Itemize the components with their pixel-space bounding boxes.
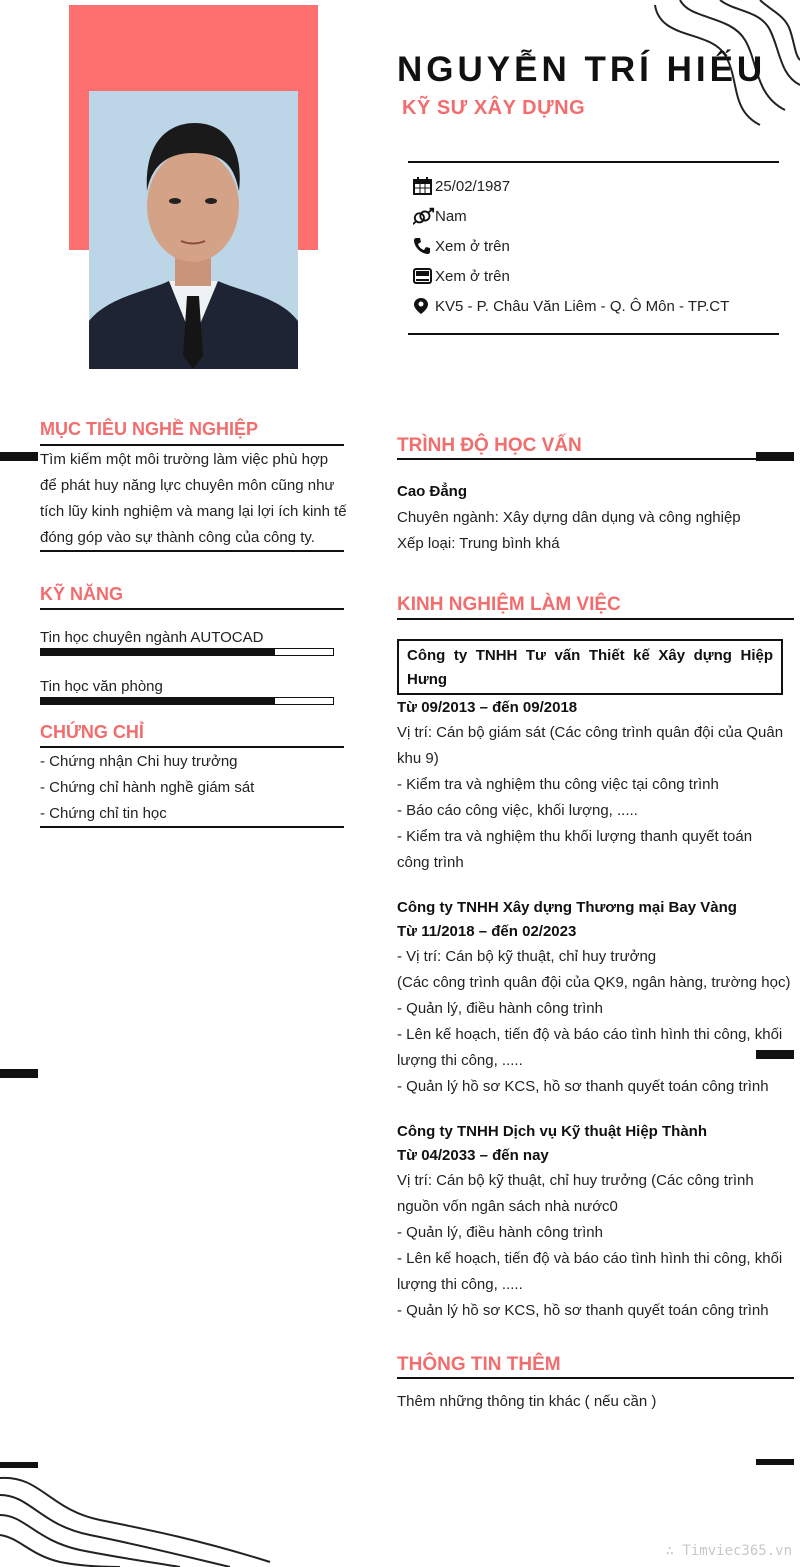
divider (397, 618, 794, 620)
phone-row (413, 237, 510, 255)
job-line: công trình (397, 854, 464, 871)
job-line: Vị trí: Cán bộ giám sát (Các công trình quân đội của Quân (397, 724, 784, 741)
profile-photo (89, 91, 298, 369)
skill-bar (40, 697, 334, 705)
divider (40, 826, 344, 828)
certificates-heading: CHỨNG CHỈ (40, 722, 144, 742)
job-line: - Quản lý, điều hành công trình (397, 1000, 603, 1017)
job-line: - Báo cáo công việc, khối lượng, ..... (397, 802, 638, 819)
job-company: Công ty TNHH Xây dựng Thương mại Bay Vàng (397, 899, 737, 916)
job-details (397, 944, 791, 1100)
address-row (413, 297, 729, 315)
education-grade: Xếp loại: Trung bình khá (397, 535, 560, 552)
divider (408, 333, 779, 335)
objective-line: đóng góp vào sự thành công của công ty. (40, 529, 315, 546)
candidate-name: NGUYỄN TRÍ HIẾU (397, 50, 767, 89)
job-line: - Kiểm tra và nghiệm thu công việc tại công trình (397, 776, 719, 793)
education-major: Chuyên ngành: Xây dựng dân dụng và công nghiệp (397, 509, 741, 526)
gender-row (413, 207, 467, 225)
job-line: - Quản lý hồ sơ KCS, hồ sơ thanh quyết toán công trình (397, 1302, 769, 1319)
job-details (397, 1168, 787, 1324)
skill-name: Tin học chuyên ngành AUTOCAD (40, 629, 264, 646)
job-period: Từ 11/2018 – đến 02/2023 (397, 923, 577, 940)
experience-heading: KINH NGHIỆM LÀM VIỆC (397, 594, 621, 615)
job-line: (Các công trình quân đội của QK9, ngân hàng, trường học) (397, 974, 791, 991)
job-period: Từ 04/2033 – đến nay (397, 1147, 549, 1164)
job-line: Vị trí: Cán bộ kỹ thuật, chỉ huy trưởng (Các công trình (397, 1172, 754, 1189)
education-block (397, 479, 787, 557)
edge-tab (0, 452, 38, 461)
watermark: ∴ Timviec365.vn (665, 1543, 792, 1559)
job-line: - Lên kế hoạch, tiến độ và báo cáo tình hình thi công, khối (397, 1250, 783, 1267)
email-text: Xem ở trên (435, 267, 510, 285)
education-degree: Cao Đẳng (397, 483, 468, 500)
education-heading: TRÌNH ĐỘ HỌC VẤN (397, 435, 582, 456)
decorative-waves-bottom (0, 1470, 280, 1567)
edge-tab (0, 1069, 38, 1078)
divider (40, 550, 344, 552)
job-line: - Kiểm tra và nghiệm thu khối lượng thanh quyết toán (397, 828, 753, 845)
birthdate-text: 25/02/1987 (435, 177, 511, 195)
job-line: - Quản lý, điều hành công trình (397, 1224, 603, 1241)
objective-text (40, 447, 347, 551)
address-text: KV5 - P. Châu Văn Liêm - Q. Ô Môn - TP.CT (435, 297, 730, 315)
job-line: nguồn vốn ngân sách nhà nước0 (397, 1198, 618, 1215)
objective-line: tích lũy kinh nghiệm và mang lại lợi ích kinh tế (40, 503, 347, 520)
divider (397, 1377, 794, 1379)
additional-heading: THÔNG TIN THÊM (397, 1354, 561, 1375)
job-line: - Vị trí: Cán bộ kỹ thuật, chỉ huy trưởng (397, 948, 657, 965)
job-title: KỸ SƯ XÂY DỰNG (402, 97, 586, 119)
job-company: Công ty TNHH Dịch vụ Kỹ thuật Hiệp Thành (397, 1123, 707, 1140)
edge-tab (756, 1459, 794, 1465)
gender-icon (413, 207, 435, 225)
job-company: Công ty TNHH Tư vấn Thiết kế Xây dựng Hiệp Hưng (397, 639, 783, 695)
job-details (397, 720, 784, 876)
gender-text: Nam (435, 207, 467, 225)
job-period: Từ 09/2013 – đến 09/2018 (397, 699, 578, 716)
divider (397, 458, 794, 460)
birthdate-row (413, 177, 510, 195)
skill-name: Tin học văn phòng (40, 678, 163, 695)
divider (40, 746, 344, 748)
objective-line: để phát huy năng lực chuyên môn cũng như (40, 477, 335, 494)
certificates-list (40, 749, 344, 827)
certificate-item: - Chứng chỉ hành nghề giám sát (40, 779, 255, 796)
edge-tab (0, 1462, 38, 1468)
job-line: lượng thi công, ..... (397, 1052, 523, 1069)
objective-heading: MỤC TIÊU NGHỀ NGHIỆP (40, 419, 259, 439)
skills-heading: KỸ NĂNG (40, 584, 124, 604)
additional-text: Thêm những thông tin khác ( nếu cần ) (397, 1393, 657, 1410)
divider (40, 608, 344, 610)
skill-bar-fill (41, 649, 275, 655)
job-line: lượng thi công, ..... (397, 1276, 523, 1293)
email-row (413, 267, 510, 285)
phone-text: Xem ở trên (435, 237, 510, 255)
phone-icon (413, 237, 435, 255)
divider (40, 444, 344, 446)
calendar-icon (413, 177, 435, 195)
skill-bar-fill (41, 698, 275, 704)
skill-bar (40, 648, 334, 656)
certificate-item: - Chứng nhận Chi huy trưởng (40, 753, 238, 770)
location-icon (413, 297, 435, 315)
job-line: khu 9) (397, 750, 439, 767)
email-icon (413, 267, 435, 285)
objective-line: Tìm kiếm một môi trường làm việc phù hợp (40, 451, 329, 468)
certificate-item: - Chứng chỉ tin học (40, 805, 167, 822)
divider (408, 161, 779, 163)
job-line: - Lên kế hoạch, tiến độ và báo cáo tình hình thi công, khối (397, 1026, 783, 1043)
job-line: - Quản lý hồ sơ KCS, hồ sơ thanh quyết toán công trình (397, 1078, 769, 1095)
